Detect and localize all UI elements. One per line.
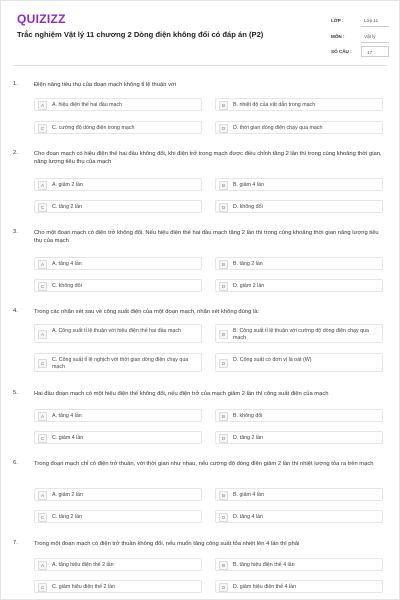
option-letter: D xyxy=(219,124,228,133)
option-letter: B xyxy=(219,412,228,421)
option-letter: B xyxy=(219,181,228,190)
option-letter: C xyxy=(38,282,47,291)
class-underline xyxy=(361,26,389,27)
question-text: Hai đầu đoạn mạch có một hiệu điện thế không đổi, nếu điện trở của mạch giảm 2 lần thì công suất điện của mạch xyxy=(34,391,329,397)
option-letter: A xyxy=(38,412,47,421)
option-c[interactable] xyxy=(34,510,202,523)
question-number: 6. xyxy=(13,460,18,466)
option-letter: D xyxy=(219,513,228,522)
option-a[interactable] xyxy=(34,98,202,111)
question-text: Cho đoạn mạch có hiệu điện thế hai đầu không đổi, khi điện trở trong mạch được điều chỉnh tăng 2 lần thì trong cùng khoảng thời gian, năng lượng tiêu thụ của mạch xyxy=(34,151,382,165)
option-letter: C xyxy=(38,124,47,133)
option-letter: C xyxy=(38,513,47,522)
question-number: 1. xyxy=(13,81,18,87)
option-b[interactable] xyxy=(215,98,383,111)
option-text: B. giảm 4 lần xyxy=(233,492,264,498)
option-d[interactable] xyxy=(215,431,383,444)
option-d[interactable] xyxy=(215,510,383,523)
option-text: C. không đổi xyxy=(52,283,82,289)
option-b[interactable] xyxy=(215,409,383,422)
option-c[interactable] xyxy=(34,121,202,134)
option-c[interactable] xyxy=(34,431,202,444)
question-text: Điện năng tiêu thụ của đoạn mạch không tỉ lệ thuận với xyxy=(34,82,177,88)
option-text: B. tăng 2 lần xyxy=(233,261,263,267)
quizizz-logo[interactable]: QUIZIZZ xyxy=(17,12,66,26)
option-text: A. giảm 2 lần xyxy=(52,492,83,498)
option-letter: B xyxy=(219,260,228,269)
option-text: D. giảm 2 lần xyxy=(233,283,265,289)
subject-underline xyxy=(361,42,389,43)
question-number: 3. xyxy=(13,229,18,235)
subject-row xyxy=(331,30,389,43)
option-text: B. nhiệt độ của vật dẫn trong mạch xyxy=(233,102,316,108)
option-b[interactable] xyxy=(215,488,383,501)
option-text: A. tăng 4 lần xyxy=(52,261,82,267)
option-d[interactable] xyxy=(215,279,383,292)
option-letter: C xyxy=(38,583,47,592)
question-text: Trong một đoạn mạch có điện trở thuần không đổi, nếu muốn tăng công suất tỏa nhiệt lên 4 lần thì phải xyxy=(34,541,300,547)
option-text: A. Công suất tỉ lệ thuận với hiệu điện thế hai đầu mạch xyxy=(52,328,181,334)
option-letter: A xyxy=(38,561,47,570)
page-title: Trắc nghiệm Vật lý 11 chương 2 Dòng điện không đổi có đáp án (P2) xyxy=(17,30,264,39)
option-d[interactable] xyxy=(215,353,383,372)
worksheet-header xyxy=(1,1,400,69)
option-text: D. tăng 2 lần xyxy=(233,435,264,441)
question-number: 7. xyxy=(13,540,18,546)
option-a[interactable] xyxy=(34,257,202,270)
option-letter: B xyxy=(219,561,228,570)
header-divider xyxy=(13,65,387,66)
option-c[interactable] xyxy=(34,353,202,372)
option-text: D. Công suất có đơn vị là oát (W) xyxy=(233,357,312,363)
option-c[interactable] xyxy=(34,200,202,213)
count-row xyxy=(331,45,361,58)
option-b[interactable] xyxy=(215,558,383,571)
subject-label: MÔN : xyxy=(331,34,345,39)
option-text: B. giảm 4 lần xyxy=(233,182,264,188)
count-value-box: 17 xyxy=(361,46,389,57)
option-text: C. tăng 2 lần xyxy=(52,204,83,210)
option-letter: D xyxy=(219,434,228,443)
option-text: A. giảm 2 lần xyxy=(52,182,83,188)
option-text: C. cường độ dòng điện trong mạch xyxy=(52,125,135,131)
option-letter: A xyxy=(38,101,47,110)
question-number: 4. xyxy=(13,308,18,314)
option-text: D. không đổi xyxy=(233,204,263,210)
option-b[interactable] xyxy=(215,324,383,343)
option-text: B. tăng hiệu điện thế 4 lần xyxy=(233,562,295,568)
option-text: C. Công suất tỉ lệ nghịch với thời gian dòng điện chạy qua mạch xyxy=(52,357,189,370)
option-letter: B xyxy=(219,101,228,110)
option-letter: C xyxy=(38,434,47,443)
class-row xyxy=(331,14,389,27)
option-text: D. thời gian dòng điện chạy qua mạch xyxy=(233,125,323,131)
option-d[interactable] xyxy=(215,580,383,593)
option-text: A. tăng hiệu điện thế 2 lần xyxy=(52,562,114,568)
option-letter: A xyxy=(38,260,47,269)
option-letter: A xyxy=(38,330,47,339)
class-label: LỚP : xyxy=(331,18,344,23)
option-text: D. tăng 4 lần xyxy=(233,514,264,520)
option-a[interactable] xyxy=(34,558,202,571)
option-c[interactable] xyxy=(34,279,202,292)
option-text: A. hiệu điện thế hai đầu mạch xyxy=(52,102,123,108)
option-letter: C xyxy=(38,359,47,368)
question-number: 2. xyxy=(13,150,18,156)
subject-value: Vật lý xyxy=(364,34,376,39)
option-text: C. giảm hiệu điện thế 2 lần xyxy=(52,584,116,590)
option-d[interactable] xyxy=(215,121,383,134)
question-number: 5. xyxy=(13,390,18,396)
option-text: B. Công suất tỉ lệ thuận với cường độ dòng điện chạy qua mạch xyxy=(233,328,369,341)
question-text: Trong các nhận xét sau về công suất điện của một đoạn mạch, nhận xét không đúng là: xyxy=(34,309,260,315)
question-text: Cho một đoạn mạch có điện trở không đổi. Nếu hiệu điện thế hai đầu mạch tăng 2 lần thì trong cùng khoảng thời gian năng lượng tiêu thụ của mạch xyxy=(34,230,379,244)
option-b[interactable] xyxy=(215,178,383,191)
option-text: A. tăng 4 lần xyxy=(52,413,82,419)
option-letter: D xyxy=(219,583,228,592)
option-a[interactable] xyxy=(34,178,202,191)
option-letter: C xyxy=(38,203,47,212)
option-d[interactable] xyxy=(215,200,383,213)
option-text: C. giảm 4 lần xyxy=(52,435,84,441)
option-letter: D xyxy=(219,282,228,291)
class-value: Lớp 11 xyxy=(364,18,379,23)
option-a[interactable] xyxy=(34,409,202,422)
option-b[interactable] xyxy=(215,257,383,270)
option-letter: B xyxy=(219,491,228,500)
option-text: D. giảm hiệu điện thế 4 lần xyxy=(233,584,297,590)
count-label: SỐ CÂU : xyxy=(331,49,352,54)
option-letter: A xyxy=(38,491,47,500)
option-letter: B xyxy=(219,330,228,339)
option-a[interactable] xyxy=(34,324,202,343)
option-letter: D xyxy=(219,203,228,212)
option-letter: A xyxy=(38,181,47,190)
option-c[interactable] xyxy=(34,580,202,593)
option-text: C. tăng 2 lần xyxy=(52,514,83,520)
option-letter: D xyxy=(219,359,228,368)
option-text: B. không đổi xyxy=(233,413,263,419)
option-a[interactable] xyxy=(34,488,202,501)
question-text: Trong đoạn mạch chỉ có điện trở thuần, với thời gian như nhau, nếu cường độ dòng điện giảm 2 lần thì nhiệt lượng tỏa ra trên mạch xyxy=(34,461,374,467)
